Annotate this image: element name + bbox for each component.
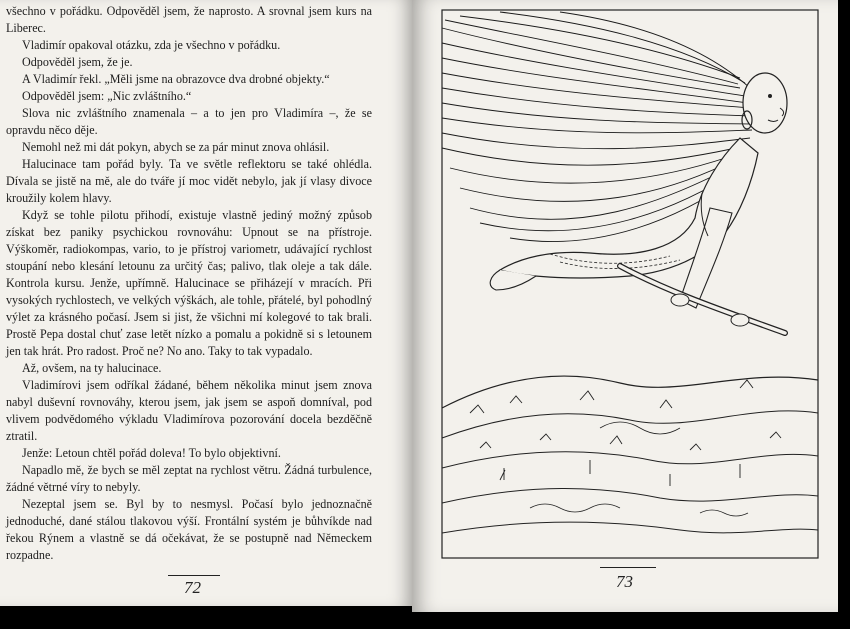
paragraph: Odpověděl jsem, že je.: [22, 55, 133, 69]
paragraph: Vladimír opakoval otázku, zda je všechno v pořádku.: [22, 38, 281, 52]
paragraph: Jenže: Letoun chtěl pořád doleva! To bylo objektivní.: [22, 446, 281, 460]
paragraph: Když se tohle pilotu přihodí, existuje vlastně jediný možný způsob získat bez paniky psychickou rovnováhu: Upnout se na přístroje. Výškoměr, radiokompas, vario, to je přístroj variometr, udávající rychlost stoupání nebo klesání letounu za určitý čas; palivo, tlak oleje a tak dále. Kontrola kursu. Jenže, upřímně. Halucinace se přiházejí v mracích. Při vysokých rychlostech, ve velkých výškách, ale tohle, přátelé, byl pohodlný výlet za krásného počasí. Jsem si jist, že všichni mí kolegové to tak brali. Prostě Pepa dostal chuť zase letět nízko a pomalu a pokidně si s letounem jen tak hrát. Pro radost. Proč ne? No ano. Taky to tak vypadalo.: [6, 208, 372, 358]
paragraph: Slova nic zvláštního znamenala – a to jen pro Vladimíra –, že se opravdu něco děje.: [6, 106, 372, 137]
paragraph: A Vladimír řekl. „Měli jsme na obrazovce dva drobné objekty.“: [22, 72, 330, 86]
paragraph: Nezeptal jsem se. Byl by to nesmysl. Počasí bylo jednoznačně jednoduché, dané stálou tlakovou výší. Frontální systém je bůhvíkde nad řekou Rýnem a vlastně se dá očekávat, že se postupně nad Německem rozpadne.: [6, 497, 372, 562]
right-folio-rule: [600, 567, 656, 568]
paragraph: Až, ovšem, na ty halucinace.: [22, 361, 162, 375]
witch-on-broom-illustration: [440, 8, 820, 560]
paragraph: Halucinace tam pořád byly. Ta ve světle reflektoru se také ohlédla. Dívala se jistě na mě, ale do tváře jí moc vidět nebylo, jak jí vlasy divoce kroužily kolem hlavy.: [6, 157, 372, 205]
left-page-text: [6, 3, 372, 564]
left-page: [0, 0, 412, 606]
left-folio-rule: [168, 575, 220, 576]
left-page-number: 72: [184, 578, 201, 597]
paragraph: Napadlo mě, že bych se měl zeptat na rychlost větru. Žádná turbulence, žádné větrné víry to nebyly.: [6, 463, 372, 494]
right-page-number: 73: [616, 572, 633, 591]
paragraph: Nemohl než mi dát pokyn, abych se za pár minut znova ohlásil.: [22, 140, 330, 154]
paragraph: Vladimírovi jsem odříkal žádané, během několika minut jsem znova nabyl duševní rovnováhy, kterou jsem, jak jsem se aspoň domníval, pod vlivem podvědomého výkladu Vladimírova pozorování docela bezděčně ztratil.: [6, 378, 372, 443]
paragraph: všechno v pořádku. Odpověděl jsem, že naprosto. A srovnal jsem kurs na Liberec.: [6, 4, 372, 35]
paragraph: Odpověděl jsem: „Nic zvláštního.“: [22, 89, 192, 103]
landscape-hills: [442, 376, 818, 533]
